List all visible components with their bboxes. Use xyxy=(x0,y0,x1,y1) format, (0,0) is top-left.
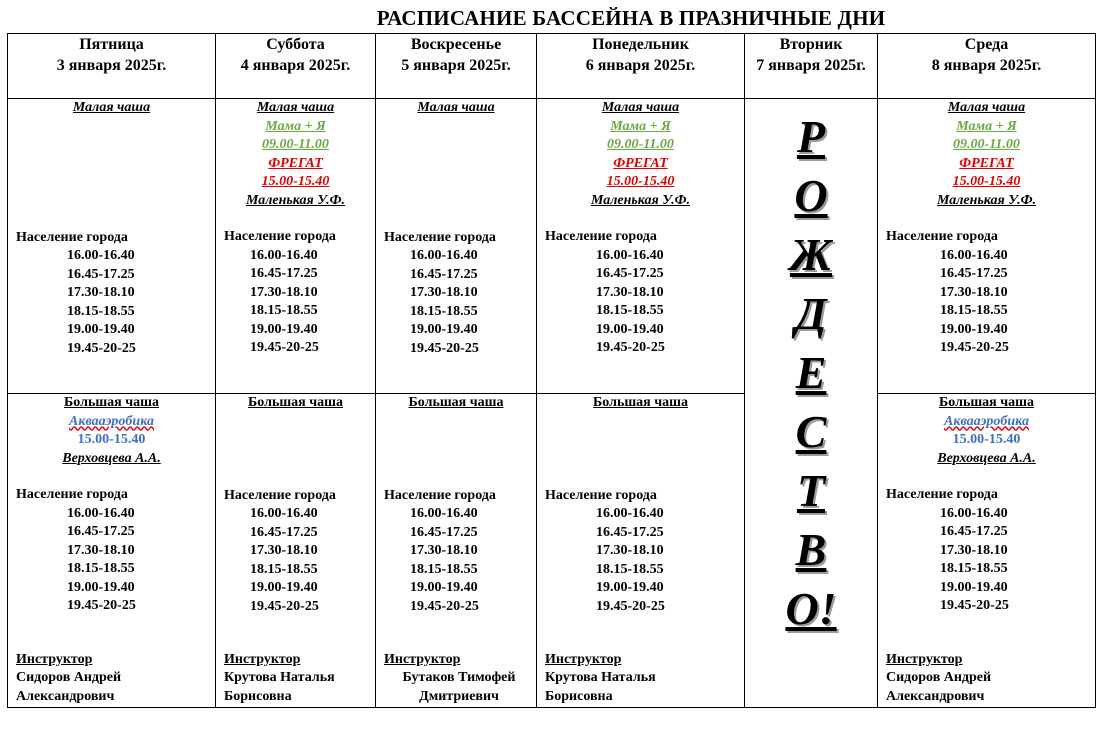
aqua-time: 15.00-15.40 xyxy=(952,432,1021,447)
instructor-name: Сидоров Андрей xyxy=(16,670,122,685)
time-slot: 19.45-20-25 xyxy=(596,598,665,614)
holiday-letter: Е xyxy=(795,347,827,398)
time-slot: 19.00-19.40 xyxy=(410,322,478,337)
instructor-name: Борисовна xyxy=(224,688,292,704)
population-label: Население города xyxy=(224,487,336,503)
population-label: Население города xyxy=(886,229,998,244)
time-slot: 17.30-18.10 xyxy=(940,284,1008,300)
day-header-saturday: Суббота 4 января 2025г. xyxy=(216,34,376,99)
time-slot: 17.30-18.10 xyxy=(940,542,1008,558)
time-slot: 19.45-20-25 xyxy=(940,340,1009,355)
time-slot: 16.45-17.25 xyxy=(67,266,135,282)
time-slot: 16.45-17.25 xyxy=(410,524,478,540)
time-slot: 18.15-18.55 xyxy=(67,561,135,576)
population-label: Население города xyxy=(16,229,128,245)
cell-small-wednesday xyxy=(878,99,1096,394)
population-label: Население города xyxy=(224,229,336,244)
time-slot: 17.30-18.10 xyxy=(596,543,664,558)
time-slot: 18.15-18.55 xyxy=(410,303,478,319)
time-slot: 16.00-16.40 xyxy=(596,506,664,521)
time-slot: 19.45-20-25 xyxy=(596,340,665,355)
instructor-label: Инструктор xyxy=(545,651,622,667)
fregat-time: 15.00-15.40 xyxy=(952,174,1021,189)
day-header-friday: Пятница 3 января 2025г. xyxy=(8,34,216,99)
instructor-name: Крутова Наталья xyxy=(545,670,656,685)
cell-big-sunday xyxy=(376,394,537,708)
time-slot: 16.45-17.25 xyxy=(250,524,318,540)
instructor-label: Инструктор xyxy=(224,651,301,667)
page-title: РАСПИСАНИЕ БАССЕЙНА В ПРАЗНИЧНЫЕ ДНИ xyxy=(376,6,886,30)
population-label: Население города xyxy=(384,487,496,503)
instructor-name: Бутаков Тимофей xyxy=(402,670,516,685)
time-slot: 18.15-18.55 xyxy=(596,561,664,577)
holiday-letter: С xyxy=(795,406,827,457)
instructor-label: Инструктор xyxy=(886,651,963,667)
time-slot: 17.30-18.10 xyxy=(67,542,135,558)
small-pool-label: Малая чаша xyxy=(72,100,151,115)
time-slot: 18.15-18.55 xyxy=(410,561,478,577)
time-slot: 17.30-18.10 xyxy=(67,285,135,300)
time-slot: 16.45-17.25 xyxy=(596,266,664,281)
holiday-word xyxy=(745,99,877,638)
instructor-block xyxy=(384,651,534,707)
time-slot: 19.00-19.40 xyxy=(250,580,318,595)
small-pool-label: Малая чаша xyxy=(601,100,680,115)
big-pool-label: Большая чаша xyxy=(64,395,159,410)
time-slot: 16.00-16.40 xyxy=(596,247,664,263)
mama-label: Мама + Я xyxy=(956,118,1017,134)
aqua-label: Аквааэробика xyxy=(69,413,154,429)
small-pool-row xyxy=(8,99,1096,394)
time-slot: 19.00-19.40 xyxy=(940,579,1008,595)
day-header-monday: Понедельник 6 января 2025г. xyxy=(537,34,745,99)
aqua-label: Аквааэробика xyxy=(944,413,1029,429)
instructor-name: Сидоров Андрей xyxy=(886,670,992,685)
time-slot: 17.30-18.10 xyxy=(250,543,318,558)
cell-big-friday xyxy=(8,394,216,708)
population-label: Население города xyxy=(886,487,998,502)
time-slot: 16.45-17.25 xyxy=(940,266,1008,281)
instructor-label: Инструктор xyxy=(384,651,461,667)
aqua-coach: Верховцева А.А. xyxy=(62,450,161,466)
time-slot: 18.15-18.55 xyxy=(67,303,135,319)
cell-big-wednesday xyxy=(878,394,1096,708)
time-slot: 19.00-19.40 xyxy=(250,321,318,337)
holiday-letter: Р xyxy=(796,111,826,162)
aqua-coach: Верховцева А.А. xyxy=(937,450,1036,466)
instructor-name: Александрович xyxy=(886,688,985,704)
schedule-table xyxy=(7,33,1096,708)
instructor-block xyxy=(886,651,1093,707)
mama-time: 09.00-11.00 xyxy=(262,137,329,152)
time-slot: 19.45-20-25 xyxy=(410,340,479,356)
big-pool-label: Большая чаша xyxy=(593,395,688,410)
time-slot: 16.00-16.40 xyxy=(410,506,478,521)
time-slot: 16.45-17.25 xyxy=(940,524,1008,539)
small-pool-label: Малая чаша xyxy=(256,100,335,115)
time-slot: 17.30-18.10 xyxy=(596,284,664,300)
time-slot: 17.30-18.10 xyxy=(410,543,478,558)
small-pool-label: Малая чаша xyxy=(417,100,495,115)
time-slot: 17.30-18.10 xyxy=(250,284,318,300)
holiday-letter: Д xyxy=(795,288,827,339)
time-slot: 19.00-19.40 xyxy=(67,579,135,595)
time-slot: 17.30-18.10 xyxy=(410,285,478,300)
time-slot: 18.15-18.55 xyxy=(596,303,664,318)
header-row xyxy=(8,34,1096,99)
big-pool-label: Большая чаша xyxy=(408,395,504,410)
mama-label: Мама + Я xyxy=(265,118,326,134)
fregat-coach: Маленькая У.Ф. xyxy=(590,192,691,208)
small-pool-label: Малая чаша xyxy=(947,100,1026,115)
time-slot: 16.45-17.25 xyxy=(250,266,318,281)
holiday-letter: Т xyxy=(796,465,826,516)
cell-small-monday xyxy=(537,99,745,394)
time-slot: 19.45-20-25 xyxy=(250,340,319,355)
time-slot: 19.45-20-25 xyxy=(250,598,319,614)
time-slot: 16.45-17.25 xyxy=(67,524,135,539)
cell-small-friday xyxy=(8,99,216,394)
fregat-time: 15.00-15.40 xyxy=(261,174,330,189)
time-slot: 16.00-16.40 xyxy=(410,248,478,263)
aqua-time: 15.00-15.40 xyxy=(77,432,146,447)
day-header-tuesday: Вторник 7 января 2025г. xyxy=(745,34,878,99)
cell-small-saturday xyxy=(216,99,376,394)
big-pool-label: Большая чаша xyxy=(248,395,343,410)
time-slot: 18.15-18.55 xyxy=(940,303,1008,318)
time-slot: 16.45-17.25 xyxy=(410,266,478,282)
population-label: Население города xyxy=(545,487,657,503)
instructor-label: Инструктор xyxy=(16,651,93,667)
mama-label: Мама + Я xyxy=(610,118,671,134)
population-label: Население города xyxy=(384,229,496,245)
holiday-letter: Ж xyxy=(789,229,833,280)
time-slot: 16.00-16.40 xyxy=(250,506,318,521)
big-pool-row xyxy=(8,394,1096,708)
time-slot: 19.45-20-25 xyxy=(67,340,136,356)
time-slot: 19.00-19.40 xyxy=(596,321,664,337)
time-slot: 16.00-16.40 xyxy=(940,247,1008,263)
time-slot: 19.00-19.40 xyxy=(67,322,135,337)
big-pool-label: Большая чаша xyxy=(939,395,1034,410)
holiday-letter: О xyxy=(794,170,828,221)
time-slot: 16.00-16.40 xyxy=(940,505,1008,521)
time-slot: 19.00-19.40 xyxy=(596,580,664,595)
holiday-letter: В xyxy=(795,524,827,575)
mama-time: 09.00-11.00 xyxy=(953,137,1020,152)
fregat-label: ФРЕГАТ xyxy=(268,155,323,171)
population-label: Население города xyxy=(16,487,128,502)
time-slot: 16.00-16.40 xyxy=(67,248,135,263)
time-slot: 16.00-16.40 xyxy=(250,247,318,263)
cell-big-monday xyxy=(537,394,745,708)
instructor-name: Крутова Наталья xyxy=(224,670,335,685)
fregat-coach: Маленькая У.Ф. xyxy=(245,192,346,208)
time-slot: 18.15-18.55 xyxy=(250,303,318,318)
instructor-block xyxy=(16,651,213,707)
instructor-name: Борисовна xyxy=(545,688,613,704)
time-slot: 18.15-18.55 xyxy=(940,561,1008,576)
fregat-label: ФРЕГАТ xyxy=(959,155,1014,171)
time-slot: 19.45-20-25 xyxy=(67,598,136,613)
instructor-block xyxy=(224,651,373,707)
instructor-name: Дмитриевич xyxy=(419,688,499,704)
time-slot: 19.45-20-25 xyxy=(940,598,1009,613)
holiday-letter: О! xyxy=(785,583,837,634)
cell-big-saturday xyxy=(216,394,376,708)
fregat-label: ФРЕГАТ xyxy=(613,155,668,171)
fregat-time: 15.00-15.40 xyxy=(606,174,675,189)
holiday-column xyxy=(745,99,878,708)
time-slot: 16.45-17.25 xyxy=(596,524,664,540)
time-slot: 19.45-20-25 xyxy=(410,598,479,614)
instructor-block xyxy=(545,651,742,707)
time-slot: 16.00-16.40 xyxy=(67,505,135,521)
fregat-coach: Маленькая У.Ф. xyxy=(936,192,1037,208)
day-header-wednesday: Среда 8 января 2025г. xyxy=(878,34,1096,99)
mama-time: 09.00-11.00 xyxy=(607,137,674,152)
population-label: Население города xyxy=(545,229,657,244)
time-slot: 19.00-19.40 xyxy=(940,321,1008,337)
time-slot: 18.15-18.55 xyxy=(250,561,318,577)
instructor-name: Александрович xyxy=(16,688,115,704)
day-header-sunday: Воскресенье 5 января 2025г. xyxy=(376,34,537,99)
time-slot: 19.00-19.40 xyxy=(410,580,478,595)
cell-small-sunday xyxy=(376,99,537,394)
